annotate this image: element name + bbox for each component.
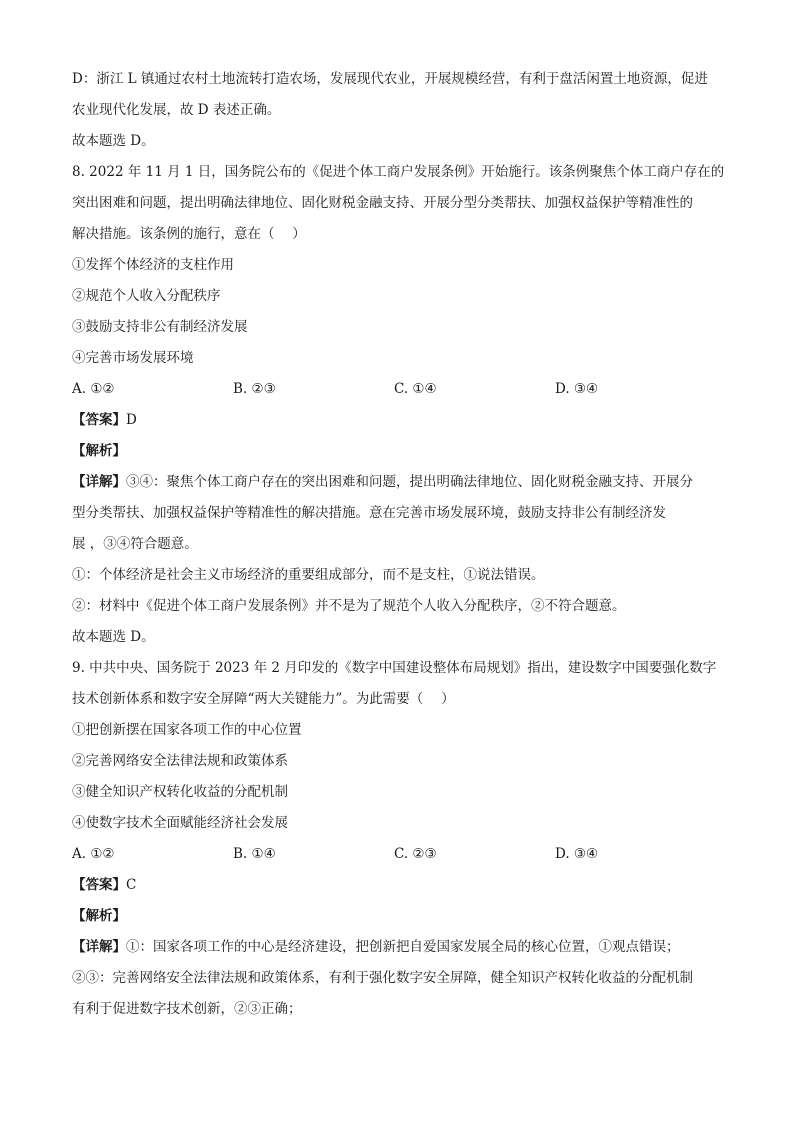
question-9 <box>72 653 724 1025</box>
answer-line <box>72 870 724 901</box>
answer-tag: 【答案】 <box>72 412 126 428</box>
analysis-tag: 【解析】 <box>72 908 126 924</box>
detail-line: ②：材料中《促进个体工商户发展条例》并不是为了规范个人收入分配秩序，②不符合题意。 <box>72 598 626 614</box>
detail-tag: 【详解】 <box>72 474 126 490</box>
detail-text: ③④：聚焦个体工商户存在的突出困难和问题，提出明确法律地位、固化财税金融支持、开展分 <box>126 474 693 490</box>
answer-value: C <box>126 877 137 893</box>
text-line: D：浙江 L 镇通过农村土地流转打造农场，发展现代农业，开展规模经营，有利于盘活闲置土地资源，促进 <box>72 71 708 87</box>
analysis-tag: 【解析】 <box>72 443 126 459</box>
option-b: B. ②③ <box>233 381 276 397</box>
question-stem-line: 解决措施。该条例的施行，意在（ ） <box>72 226 306 242</box>
option-a: A. ①② <box>72 846 115 862</box>
detail-line: 展 ，③④符合题意。 <box>72 536 198 552</box>
statement-item: ①把创新摆在国家各项工作的中心位置 <box>72 722 302 738</box>
statement-item: ④完善市场发展环境 <box>72 350 194 366</box>
option-c: C. ①④ <box>394 381 437 397</box>
answer-options <box>72 374 724 405</box>
detail-tag: 【详解】 <box>72 939 126 955</box>
option-b: B. ①④ <box>233 846 276 862</box>
option-c: C. ②③ <box>394 846 437 862</box>
option-a: A. ①② <box>72 381 115 397</box>
detail-line <box>72 467 724 498</box>
statement-item: ②规范个人收入分配秩序 <box>72 288 221 304</box>
option-d: D. ③④ <box>555 846 599 862</box>
text-line: 农业现代化发展，故 D 表述正确。 <box>72 102 281 118</box>
detail-line: 型分类帮扶、加强权益保护等精准性的解决措施。意在完善市场发展环境，鼓励支持非公有制经济发 <box>72 505 666 521</box>
document-page <box>72 64 724 1025</box>
answer-options <box>72 839 724 870</box>
question-stem-line: 9. 中共中央、国务院于 2023 年 2 月印发的《数字中国建设整体布局规划》指出，建设数字中国要强化数字 <box>72 660 717 676</box>
answer-value: D <box>126 412 137 428</box>
detail-line: 有利于促进数字技术创新，②③正确； <box>72 1001 302 1017</box>
statement-item: ③健全知识产权转化收益的分配机制 <box>72 784 288 800</box>
text-line: 故本题选 D。 <box>72 133 155 149</box>
detail-text: ①：国家各项工作的中心是经济建设，把创新把自爱国家发展全局的核心位置，①观点错误； <box>126 939 680 955</box>
question-stem-line: 8. 2022 年 11 月 1 日，国务院公布的《促进个体工商户发展条例》开始施行。该条例聚焦个体工商户存在的 <box>72 164 724 180</box>
statement-item: ③鼓励支持非公有制经济发展 <box>72 319 248 335</box>
answer-tag: 【答案】 <box>72 877 126 893</box>
question-stem-line: 突出困难和问题，提出明确法律地位、固化财税金融支持、开展分型分类帮扶、加强权益保护等精准性的 <box>72 195 693 211</box>
question-8 <box>72 157 724 653</box>
statement-item: ④使数字技术全面赋能经济社会发展 <box>72 815 288 831</box>
statement-item: ①发挥个体经济的支柱作用 <box>72 257 234 273</box>
detail-line <box>72 932 724 963</box>
detail-line: ②③：完善网络安全法律法规和政策体系，有利于强化数字安全屏障，健全知识产权转化收益的分配机制 <box>72 970 693 986</box>
detail-line: ①：个体经济是社会主义市场经济的重要组成部分，而不是支柱，①说法错误。 <box>72 567 545 583</box>
option-d: D. ③④ <box>555 381 599 397</box>
statement-item: ②完善网络安全法律法规和政策体系 <box>72 753 288 769</box>
question-stem-line: 技术创新体系和数字安全屏障“两大关键能力”。为此需要（ ） <box>72 691 455 707</box>
detail-line: 故本题选 D。 <box>72 629 155 645</box>
answer-line <box>72 405 724 436</box>
